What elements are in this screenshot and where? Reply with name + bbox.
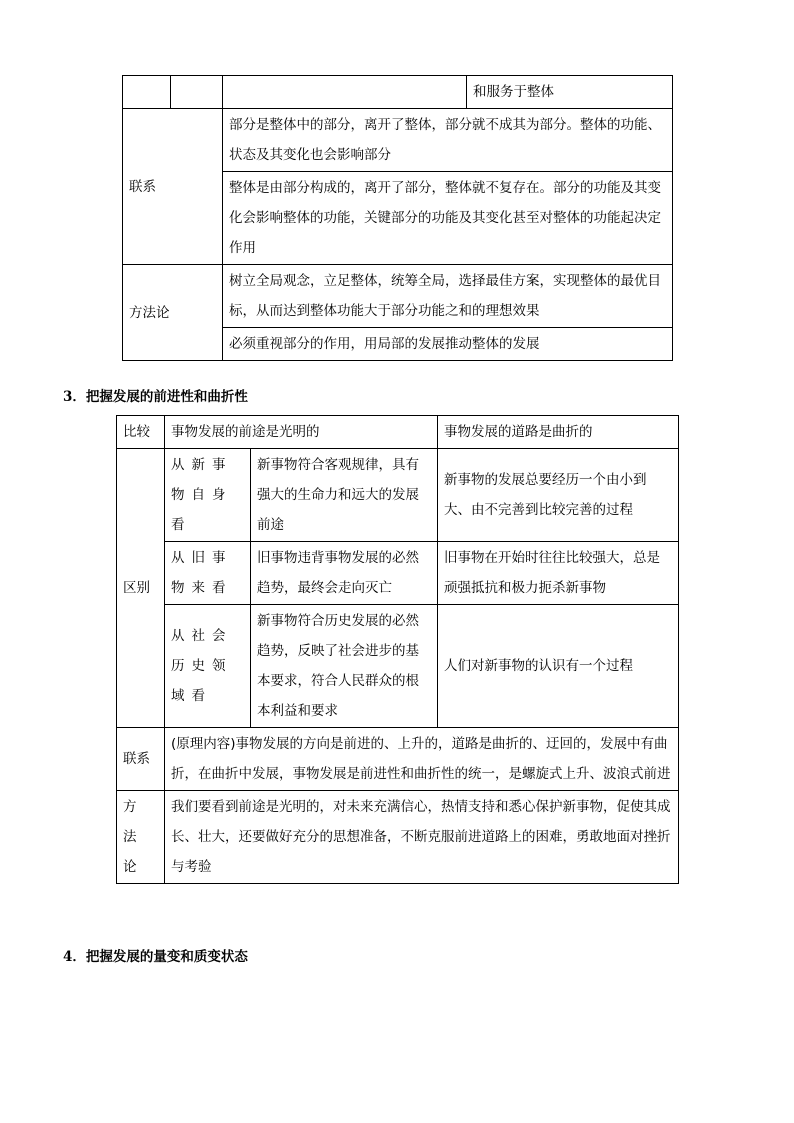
table-cell: 新事物的发展总要经历一个由小到大、由不完善到比较完善的过程: [438, 449, 679, 542]
table-row: [117, 605, 679, 728]
table-cell: [171, 76, 223, 109]
table-cell: 人们对新事物的认识有一个过程: [438, 605, 679, 728]
row-label-fangfalun: 方法论: [123, 265, 223, 361]
table-cell: [223, 76, 467, 109]
table-cell: 必须重视部分的作用，用局部的发展推动整体的发展: [223, 328, 673, 361]
table-row: [117, 449, 679, 542]
header-cell: 事物发展的前途是光明的: [165, 416, 438, 449]
section-heading-3: 3．把握发展的前进性和曲折性: [63, 389, 248, 405]
table-row: [123, 109, 673, 172]
aspect-cell: 从社会历史领域看: [165, 605, 251, 728]
table-header-row: [117, 416, 679, 449]
aspect-cell: 从旧事物来看: [165, 542, 251, 605]
table-row: [123, 76, 673, 109]
whole-part-table: [122, 75, 673, 361]
section-heading-4: 4．把握发展的量变和质变状态: [63, 949, 248, 965]
header-cell: 事物发展的道路是曲折的: [438, 416, 679, 449]
row-label-qubie: 区别: [117, 449, 165, 728]
table-cell: (原理内容)事物发展的方向是前进的、上升的，道路是曲折的、迂回的，发展中有曲折，在曲折中发展，事物发展是前进性和曲折性的统一，是螺旋式上升、波浪式前进: [165, 728, 679, 791]
row-label-lianxi: 联系: [117, 728, 165, 791]
table-row: [117, 542, 679, 605]
table-cell: 新事物符合客观规律，具有强大的生命力和远大的发展前途: [251, 449, 438, 542]
row-label-fangfalun: 方法论: [117, 791, 165, 884]
table-cell: 和服务于整体: [467, 76, 673, 109]
table-cell: 我们要看到前途是光明的，对未来充满信心，热情支持和悉心保护新事物，促使其成长、壮大，还要做好充分的思想准备，不断克服前进道路上的困难，勇敢地面对挫折与考验: [165, 791, 679, 884]
development-table: [116, 415, 679, 884]
aspect-cell: 从新事物自身看: [165, 449, 251, 542]
row-label-lianxi: 联系: [123, 109, 223, 265]
table-cell: [123, 76, 171, 109]
table-cell: 旧事物违背事物发展的必然趋势，最终会走向灭亡: [251, 542, 438, 605]
table-cell: 整体是由部分构成的，离开了部分，整体就不复存在。部分的功能及其变化会影响整体的功能，关键部分的功能及其变化甚至对整体的功能起决定作用: [223, 172, 673, 265]
table-cell: 旧事物在开始时往往比较强大，总是顽强抵抗和极力扼杀新事物: [438, 542, 679, 605]
table-cell: 树立全局观念，立足整体，统筹全局，选择最佳方案，实现整体的最优目标，从而达到整体功能大于部分功能之和的理想效果: [223, 265, 673, 328]
table-row: [117, 791, 679, 884]
header-cell: 比较: [117, 416, 165, 449]
table-cell: 新事物符合历史发展的必然趋势，反映了社会进步的基本要求，符合人民群众的根本利益和要求: [251, 605, 438, 728]
table-row: [123, 265, 673, 328]
table-cell: 部分是整体中的部分，离开了整体，部分就不成其为部分。整体的功能、状态及其变化也会影响部分: [223, 109, 673, 172]
table-row: [117, 728, 679, 791]
